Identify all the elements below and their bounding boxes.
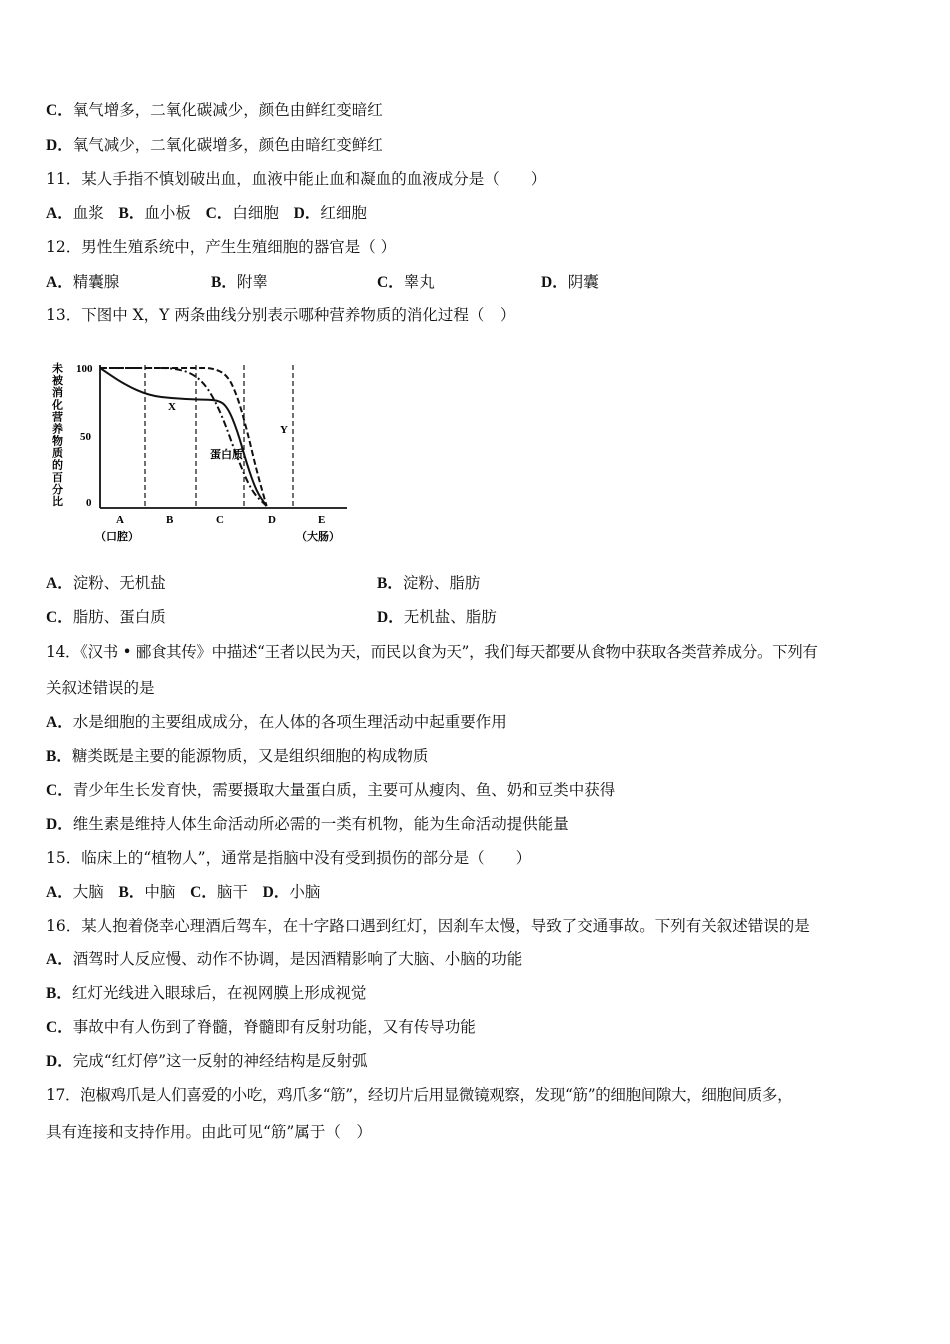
q15-stem: 15．临床上的“植物人”，通常是指脑中没有受到损伤的部分是（ ） xyxy=(46,849,532,867)
y-axis-label-char: 百 xyxy=(52,470,63,484)
q14-stem-line2: 关叙述错误的是 xyxy=(46,679,155,697)
cat-c: C xyxy=(216,514,224,526)
curve-protein xyxy=(100,368,267,506)
curve-label-protein: 蛋白质 xyxy=(210,448,243,461)
cat-e-note: （大肠） xyxy=(296,530,340,543)
q17-stem-line1: 17．泡椒鸡爪是人们喜爱的小吃，鸡爪多“筋”，经切片后用显微镜观察，发现“筋”的细胞间隙大，细胞间质多， xyxy=(46,1086,793,1104)
q17-stem-line2: 具有连接和支持作用。由此可见“筋”属于（ ） xyxy=(46,1123,372,1141)
y-axis-label-char: 未 xyxy=(52,362,63,375)
cat-a: A xyxy=(116,514,124,526)
q15-option-a: A．大脑 xyxy=(46,883,104,901)
y-axis-label-char: 养 xyxy=(52,422,63,436)
y-axis-label-char: 的 xyxy=(52,458,63,472)
q14-option-a: A．水是细胞的主要组成成分，在人体的各项生理活动中起重要作用 xyxy=(46,713,507,731)
q13-option-d: D．无机盐、脂肪 xyxy=(377,608,497,626)
y-axis-label-char: 消 xyxy=(52,386,63,400)
y-axis-label xyxy=(51,361,64,508)
q15-options xyxy=(46,882,320,903)
q11-option-b: B．血小板 xyxy=(118,204,191,222)
cat-a-note: （口腔） xyxy=(95,530,139,543)
y-axis-label-char: 化 xyxy=(52,398,63,412)
y-axis-label-char: 比 xyxy=(52,494,63,508)
q14-option-c: C．青少年生长发育快，需要摄取大量蛋白质，主要可从瘦肉、鱼、奶和豆类中获得 xyxy=(46,781,616,799)
q16-option-a: A．酒驾时人反应慢、动作不协调，是因酒精影响了大脑、小脑的功能 xyxy=(46,950,523,968)
q16-option-b: B．红灯光线进入眼球后，在视网膜上形成视觉 xyxy=(46,984,367,1002)
q11-stem: 11．某人手指不慎划破出血，血液中能止血和凝血的血液成分是（ ） xyxy=(46,170,547,188)
cat-e: E xyxy=(318,514,326,526)
q13-option-c: C．脂肪、蛋白质 xyxy=(46,608,166,626)
curve-label-y: Y xyxy=(280,424,288,436)
q10-option-c: C．氧气增多，二氧化碳减少，颜色由鲜红变暗红 xyxy=(46,101,383,119)
y-tick-50: 50 xyxy=(80,431,91,443)
q16-option-d: D．完成“红灯停”这一反射的神经结构是反射弧 xyxy=(46,1052,368,1070)
curve-x xyxy=(100,368,267,506)
q14-option-b: B．糖类既是主要的能源物质，又是组织细胞的构成物质 xyxy=(46,747,429,765)
q11-option-c: C．白细胞 xyxy=(205,204,279,222)
q13-option-b: B．淀粉、脂肪 xyxy=(377,574,481,592)
q16-option-c: C．事故中有人伤到了脊髓，脊髓即有反射功能，又有传导功能 xyxy=(46,1018,476,1036)
q16-stem: 16．某人抱着侥幸心理酒后驾车，在十字路口遇到红灯，因刹车太慢，导致了交通事故。下列有关叙述错误的是 xyxy=(46,917,810,935)
y-axis-label-char: 质 xyxy=(52,446,63,460)
cat-d: D xyxy=(268,514,276,526)
curve-y xyxy=(100,368,267,506)
q12-stem: 12．男性生殖系统中，产生生殖细胞的器官是（ ） xyxy=(46,238,397,256)
q12-option-a: A．精囊腺 xyxy=(46,273,120,291)
y-tick-100: 100 xyxy=(76,363,93,375)
q13-option-a: A．淀粉、无机盐 xyxy=(46,574,166,592)
y-tick-0: 0 xyxy=(86,497,92,509)
q10-option-d: D．氧气减少，二氧化碳增多，颜色由暗红变鲜红 xyxy=(46,136,383,154)
q14-stem-line1: 14．《汉书 • 郦食其传》中描述“王者以民为天，而民以食为天”，我们每天都要从食物中获取各类营养成分。下列有 xyxy=(46,643,818,661)
q11-options xyxy=(46,203,367,224)
q13-stem: 13．下图中 X，Y 两条曲线分别表示哪种营养物质的消化过程（ ） xyxy=(46,306,516,324)
cat-b: B xyxy=(166,514,174,526)
y-axis-label-char: 分 xyxy=(52,482,63,496)
q14-option-d: D．维生素是维持人体生命活动所必需的一类有机物，能为生命活动提供能量 xyxy=(46,815,569,833)
q12-option-c: C．睾丸 xyxy=(377,273,435,291)
curve-label-x: X xyxy=(168,401,176,413)
q15-option-b: B．中脑 xyxy=(118,883,176,901)
q12-option-b: B．附睾 xyxy=(211,273,268,291)
y-axis-label-char: 物 xyxy=(52,434,63,448)
q15-option-c: C．脑干 xyxy=(190,883,248,901)
q12-option-d: D．阴囊 xyxy=(541,273,599,291)
digestion-chart xyxy=(40,350,360,550)
q15-option-d: D．小脑 xyxy=(262,883,321,901)
q11-option-d: D．红细胞 xyxy=(293,204,367,222)
q11-option-a: A．血浆 xyxy=(46,204,104,222)
y-axis-label-char: 营 xyxy=(52,410,63,424)
y-axis-label-char: 被 xyxy=(52,374,63,388)
